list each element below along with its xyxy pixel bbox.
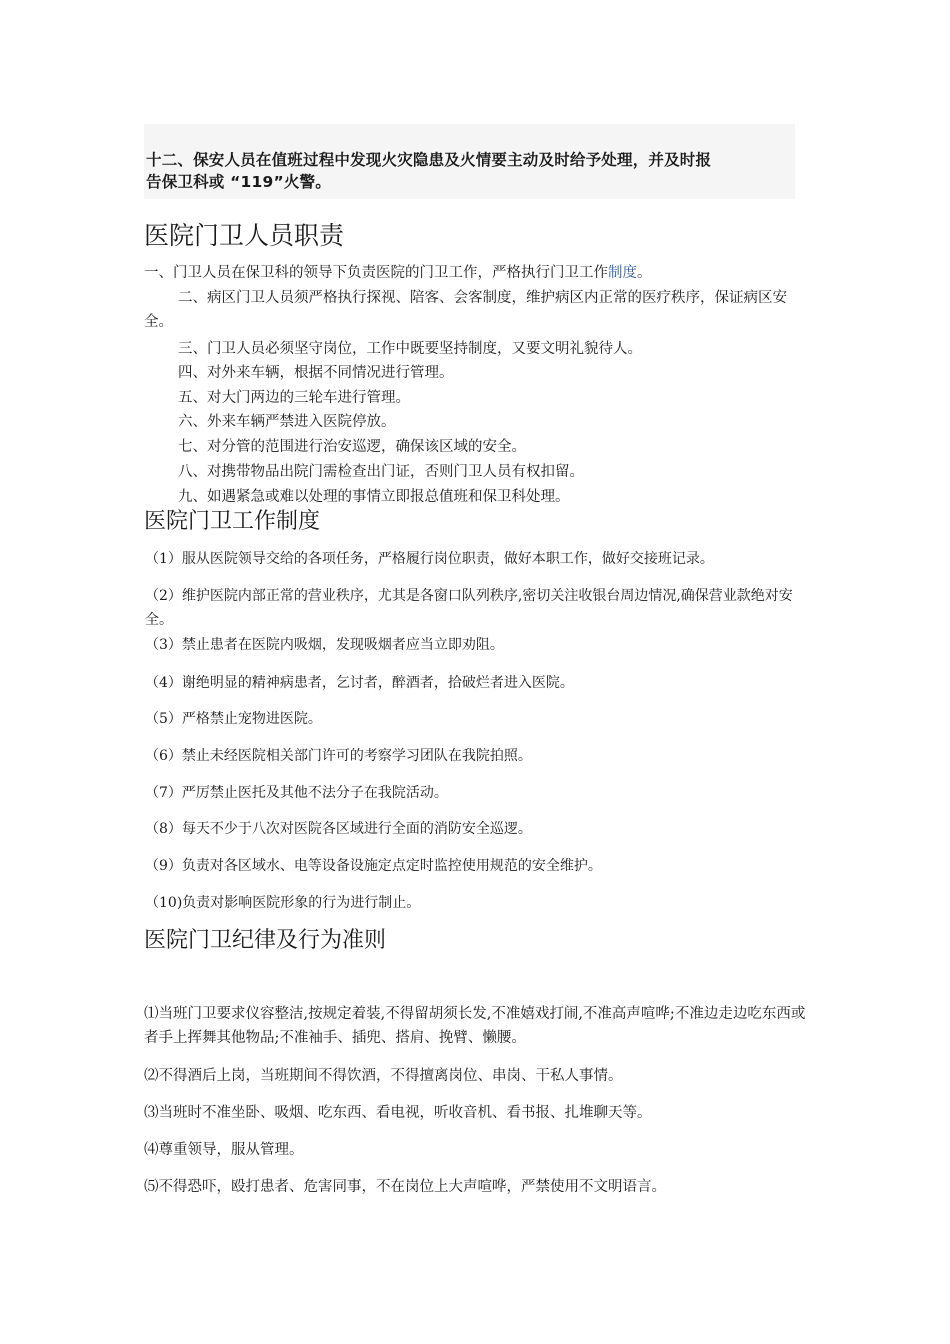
discipline-item-4: ⑷尊重领导，服从管理。 (144, 1142, 304, 1158)
duties-item-2: 二、病区门卫人员须严格执行探视、陪客、会客制度，维护病区内正常的医疗秩序，保证病区安全。 (144, 290, 787, 330)
duties-item-5: 五、对大门两边的三轮车进行管理。 (178, 390, 410, 406)
duties-item-7: 七、对分管的范围进行治安巡逻，确保该区域的安全。 (178, 439, 526, 455)
discipline-heading: 医院门卫纪律及行为准则 (144, 928, 387, 953)
note-line-1: 十二、保安人员在值班过程中发现火灾隐患及火情要主动及时给予处理，并及时报 (146, 151, 712, 169)
rules-item-10: （10)负责对影响医院形象的行为进行制止。 (145, 895, 421, 911)
duties-item-3: 三、门卫人员必须坚守岗位，工作中既要坚持制度，又要文明礼貌待人。 (178, 341, 642, 357)
rules-item-7: （7）严厉禁止医托及其他不法分子在我院活动。 (145, 785, 448, 801)
duties-item-1: 一、门卫人员在保卫科的领导下负责医院的门卫工作，严格执行门卫工作制度。 (144, 265, 652, 281)
rules-item-4: （4）谢绝明显的精神病患者，乞讨者，醉酒者，拾破烂者进入医院。 (145, 675, 574, 691)
rules-item-3: （3）禁止患者在医院内吸烟，发现吸烟者应当立即劝阻。 (145, 637, 504, 653)
rules-heading: 医院门卫工作制度 (144, 509, 321, 534)
duties-item-4: 四、对外来车辆，根据不同情况进行管理。 (178, 365, 454, 381)
duties-heading: 医院门卫人员职责 (144, 221, 345, 250)
rules-item-2: （2）维护医院内部正常的营业秩序，尤其是各窗口队列秩序,密切关注收银台周边情况,确保营业款绝对安全。 (145, 588, 793, 628)
duties-item-9: 九、如遇紧急或难以处理的事情立即报总值班和保卫科处理。 (178, 489, 570, 505)
rules-item-6: （6）禁止未经医院相关部门许可的考察学习团队在我院拍照。 (145, 748, 532, 764)
discipline-item-2: ⑵不得酒后上岗，当班期间不得饮酒，不得擅离岗位、串岗、干私人事情。 (144, 1068, 623, 1084)
rules-item-8: （8）每天不少于八次对医院各区域进行全面的消防安全巡逻。 (145, 821, 532, 837)
system-link[interactable]: 制度 (608, 265, 637, 281)
duties-item-6: 六、外来车辆严禁进入医院停放。 (178, 414, 396, 430)
duties-item-8: 八、对携带物品出院门需检查出门证，否则门卫人员有权扣留。 (178, 464, 584, 480)
discipline-item-1: ⑴当班门卫要求仪容整洁,按规定着装,不得留胡须长发,不准嬉戏打闹,不准高声喧哗;不准边走边吃东西或者手上挥舞其他物品;不准袖手、插兜、搭肩、挽臂、懒腰。 (144, 1006, 806, 1046)
note-line-2: 告保卫科或 “119”火警。 (146, 173, 331, 191)
highlighted-note-block (144, 124, 795, 199)
discipline-item-3: ⑶当班时不准坐卧、吸烟、吃东西、看电视，听收音机、看书报、扎堆聊天等。 (144, 1105, 652, 1121)
discipline-item-5: ⑸不得恐吓，殴打患者、危害同事，不在岗位上大声喧哗，严禁使用不文明语言。 (144, 1179, 666, 1195)
rules-item-9: （9）负责对各区域水、电等设备设施定点定时监控使用规范的安全维护。 (145, 858, 602, 874)
rules-item-5: （5）严格禁止宠物进医院。 (145, 711, 322, 727)
rules-item-1: （1）服从医院领导交给的各项任务，严格履行岗位职责，做好本职工作，做好交接班记录。 (145, 551, 714, 567)
